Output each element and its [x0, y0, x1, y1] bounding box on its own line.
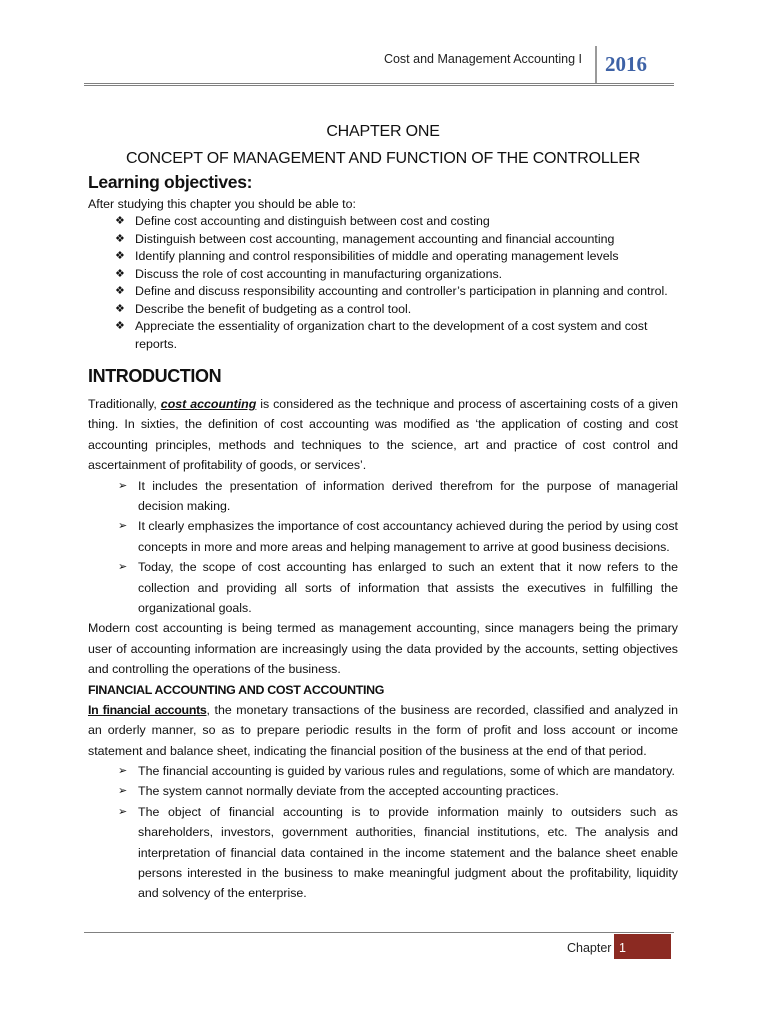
list-item: ➢ The object of financial accounting is to provide information mainly to outsiders such as shareholders, investors, government authorities, financial institutions, etc. The analysis and interpretation of financial data contained in the income statement and the balance sheet enable persons interested in the business to make meaningful judgment about the profitability, liquidity and solvency of the enterprise.: [118, 802, 678, 904]
footer-label: Chapter: [567, 941, 612, 955]
arrowhead-icon: ➢: [118, 805, 128, 818]
header-year: 2016: [605, 52, 647, 76]
diamond-star-icon: ❖: [115, 250, 125, 262]
list-item: ❖ Describe the benefit of budgeting as a control tool.: [115, 301, 678, 319]
management-accounting-paragraph: Modern cost accounting is being termed as management accounting, since managers being the primary user of accounting information are increasingly using the data provided by the accounts, setting objectives and controlling the operations of the business.: [88, 621, 678, 677]
objectives-list: [88, 213, 678, 353]
list-item: ❖ Identify planning and control responsibilities of middle and operating management levels: [115, 248, 678, 266]
list-item: ❖ Distinguish between cost accounting, management accounting and financial accounting: [115, 231, 678, 249]
page-content: [88, 118, 678, 904]
financial-bullets: [88, 761, 678, 904]
diamond-star-icon: ❖: [115, 215, 125, 227]
financial-accounts-term: In financial accounts: [88, 702, 207, 717]
header-divider: [595, 46, 597, 84]
diamond-star-icon: ❖: [115, 285, 125, 297]
header-title: Cost and Management Accounting I: [383, 52, 582, 66]
introduction-bullets: [88, 476, 678, 619]
introduction-paragraph: Traditionally, cost accounting is considered as the technique and process of ascertaining costs of a given thing. In sixties, the definition of cost accounting was modified as ‘the application of costing and cost accounting principles, methods and techniques to the science, art and practice of cost control and ascertainment of profitability of goods, or services’.: [88, 397, 678, 473]
diamond-star-icon: ❖: [115, 232, 125, 245]
financial-paragraph: In financial accounts, the monetary transactions of the business are recorded, classified and analyzed in an orderly manner, so as to prepare periodic results in the form of profit and loss account or income statement and balance sheet, indicating the financial position of the business at the end of that period.: [88, 702, 678, 758]
header-rule: [84, 83, 674, 86]
footer-rule: [84, 932, 674, 933]
list-item: ➢ The financial accounting is guided by various rules and regulations, some of which are mandatory.: [118, 761, 678, 781]
diamond-star-icon: ❖: [115, 320, 125, 332]
list-item: ➢ It includes the presentation of information derived therefrom for the purpose of managerial decision making.: [118, 476, 678, 517]
list-item: ❖ Appreciate the essentiality of organization chart to the development of a cost system and cost reports.: [115, 319, 648, 351]
introduction-heading: INTRODUCTION: [88, 366, 222, 386]
list-item: ➢ It clearly emphasizes the importance of cost accountancy achieved during the period by using cost concepts in more and more areas and helping management to arrive at good business decisions.: [118, 516, 678, 557]
diamond-star-icon: ❖: [115, 302, 125, 315]
list-item: ➢ Today, the scope of cost accounting has enlarged to such an extent that it now refers to the collection and providing all sorts of information that assists the executives in fulfilling the organizational goals.: [118, 557, 678, 618]
diamond-star-icon: ❖: [115, 267, 125, 280]
cost-accounting-term: cost accounting: [160, 397, 257, 411]
page-number: 1: [619, 941, 626, 955]
objectives-intro: After studying this chapter you should be able to:: [88, 197, 356, 211]
objectives-heading: Learning objectives:: [88, 172, 253, 192]
financial-heading: FINANCIAL ACCOUNTING AND COST ACCOUNTING: [88, 682, 385, 697]
arrowhead-icon: ➢: [118, 785, 128, 798]
list-item: ❖ Discuss the role of cost accounting in manufacturing organizations.: [115, 266, 678, 284]
arrowhead-icon: ➢: [118, 561, 128, 574]
list-item: ❖ Define and discuss responsibility accounting and controller’s participation in planning and control.: [115, 283, 678, 301]
arrowhead-icon: ➢: [118, 764, 128, 777]
arrowhead-icon: ➢: [118, 479, 128, 492]
list-item: ➢ The system cannot normally deviate from the accepted accounting practices.: [118, 781, 678, 801]
chapter-title: CONCEPT OF MANAGEMENT AND FUNCTION OF THE CONTROLLER: [125, 150, 641, 167]
chapter-number: CHAPTER ONE: [326, 123, 440, 140]
arrowhead-icon: ➢: [118, 520, 128, 533]
list-item: ❖ Define cost accounting and distinguish between cost and costing: [115, 213, 678, 231]
